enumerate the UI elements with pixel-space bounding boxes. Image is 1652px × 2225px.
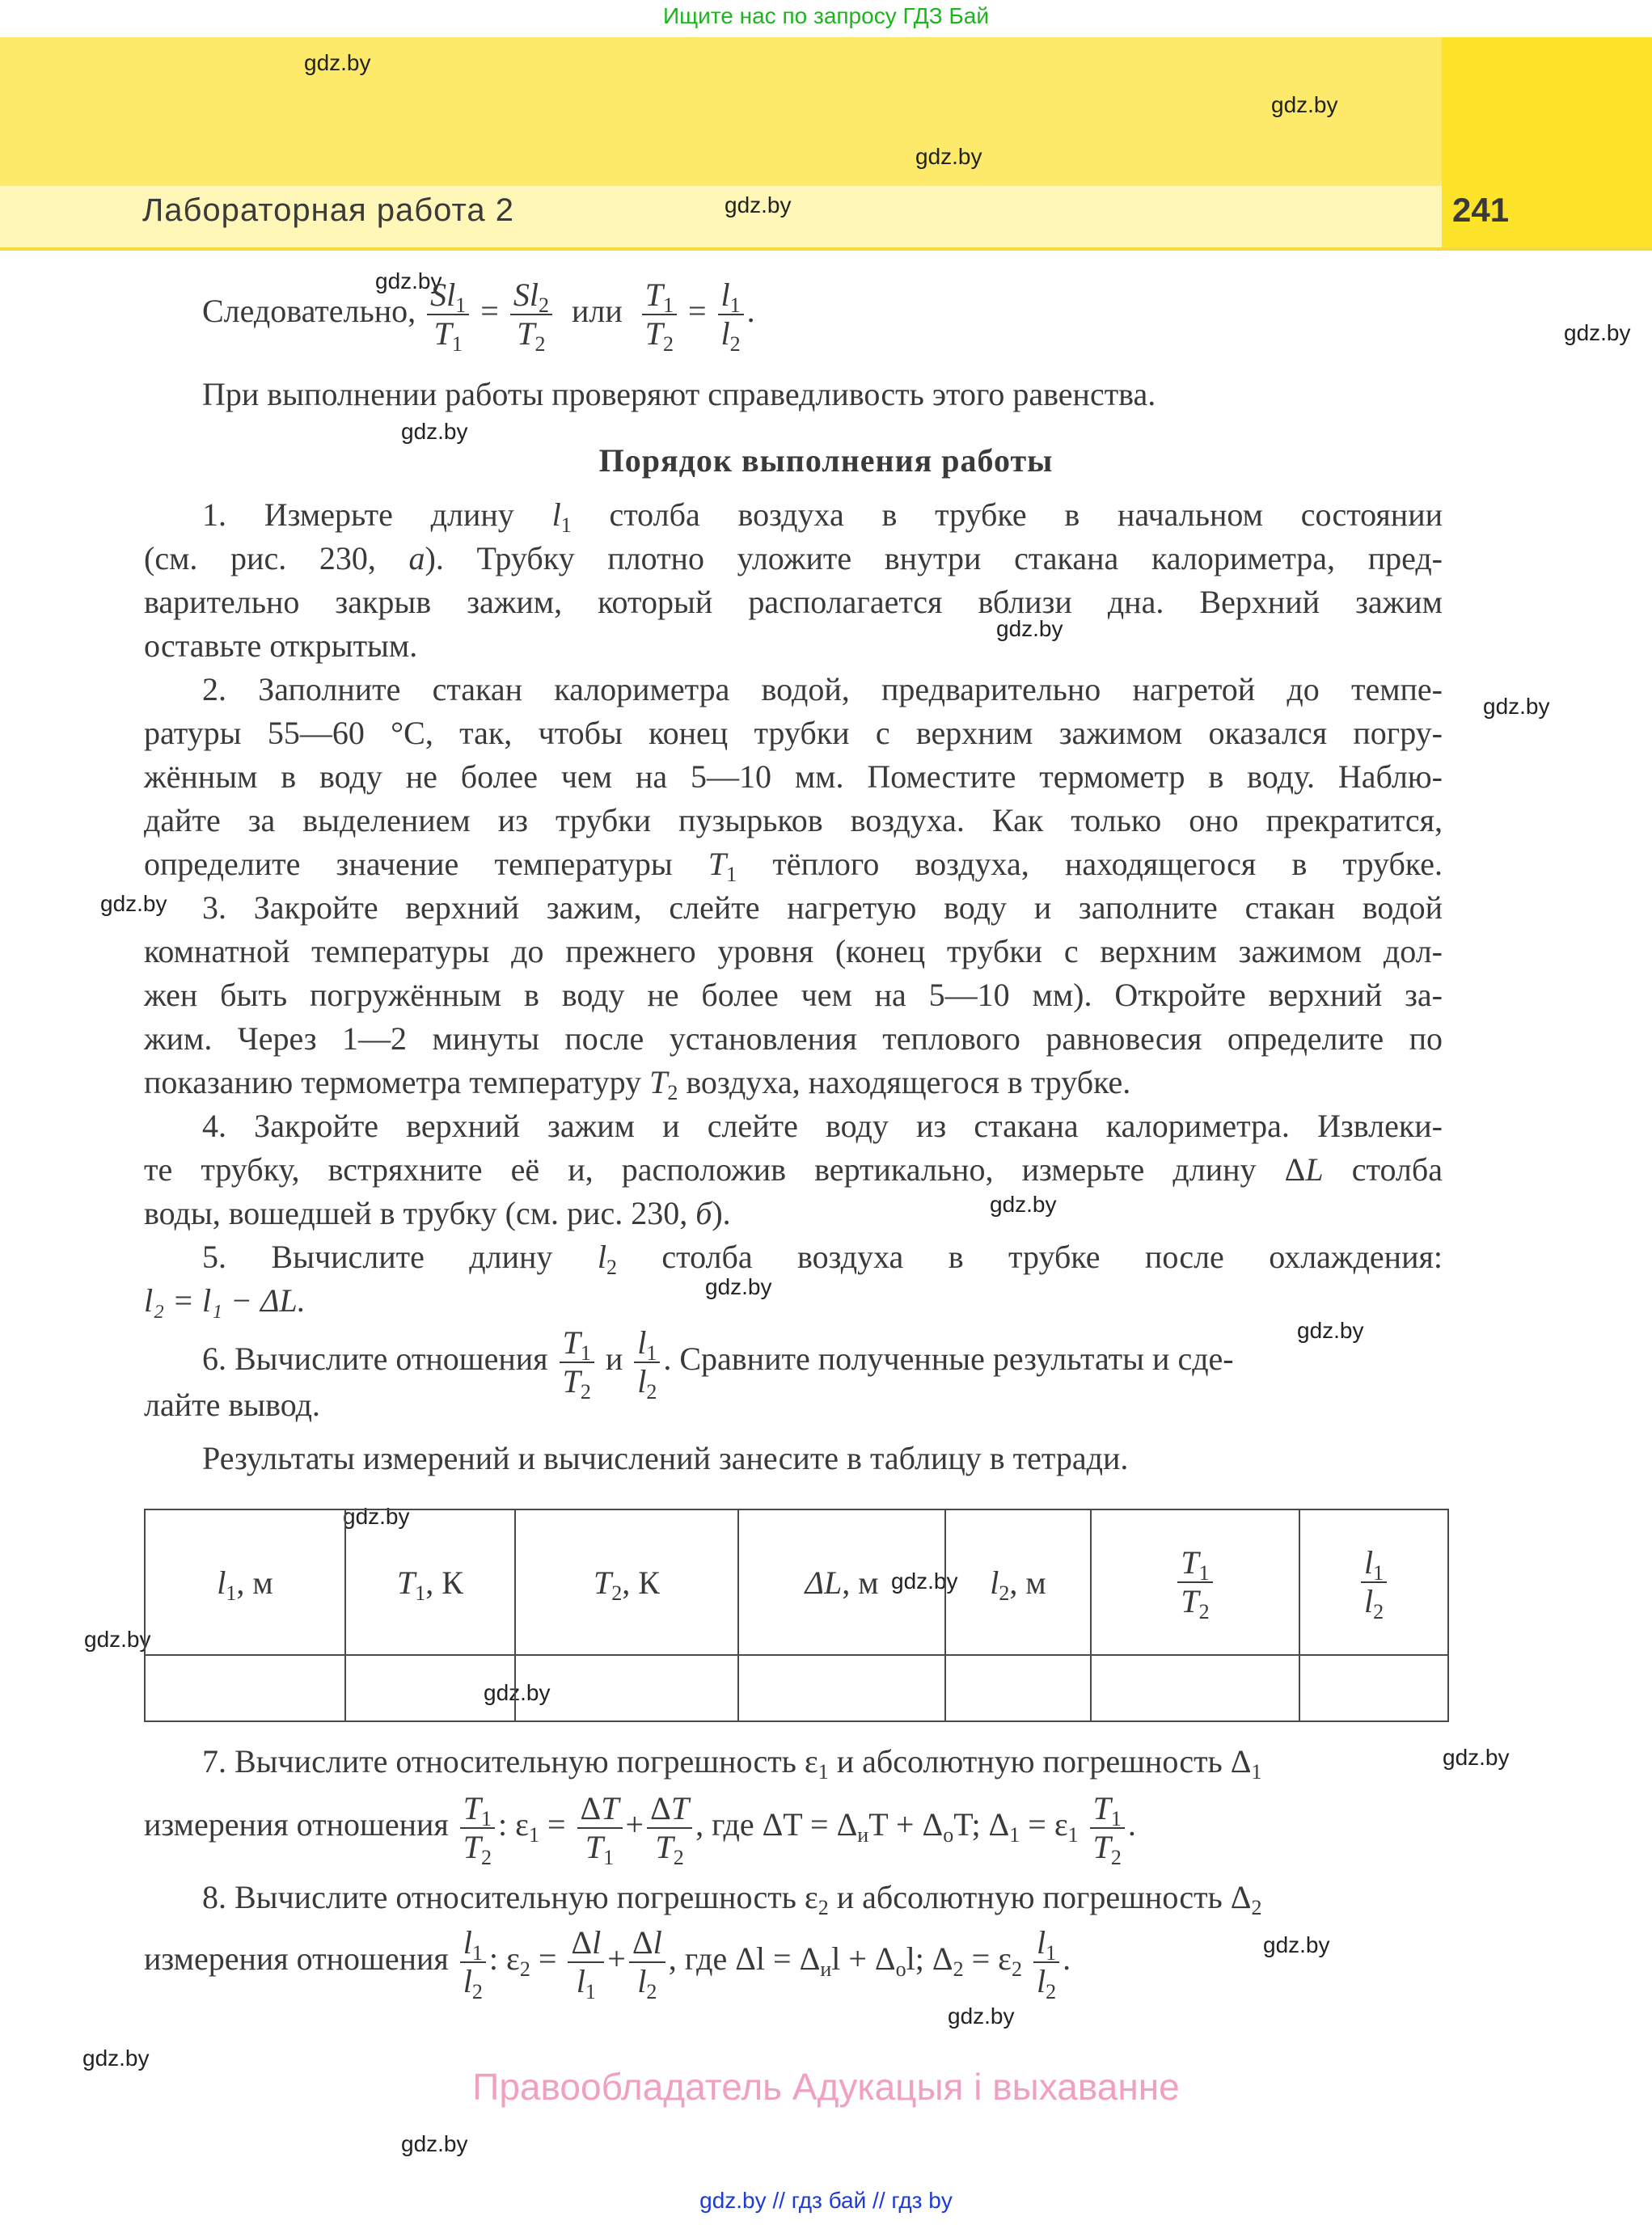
watermark: gdz.by [1483,694,1550,719]
watermark: gdz.by [1443,1745,1510,1770]
step-4: 4. Закройте верхний зажим и слейте воду из стакана калориметра. Извлеки- те трубку, встряхните её и, расположив вертикально, измерьте длину ΔL столба воды, вошедшей в трубку (см. рис. 230, б). [144,1108,1443,1231]
fraction-sl1-t1: $\frac{Sl_1}{T_1}$ [427,277,469,353]
header-band [0,37,1442,186]
copyright-note: Правообладатель Адукацыя і выхаванне [472,2066,1180,2108]
table-header-cell: $l_1$, м [145,1509,345,1655]
watermark: gdz.by [948,2003,1015,2029]
header-divider [0,247,1652,251]
step-6-line-2: лайте вывод. [144,1387,320,1423]
step-6-line-1: 6. Вычислите отношения $\frac{T_1}{T_2}$ и $\frac{l_1}{l_2}$ . Сравните полученные результаты и сде- [202,1324,1234,1404]
watermark: gdz.by [401,419,468,444]
intro-prefix: Следовательно, [202,293,416,330]
watermark: gdz.by [891,1568,958,1594]
step-8-line-2: измерения отношения $\frac{l_1}{l_2}$ : $\varepsilon_2$ = $\frac{\Delta l}{l_1}$ + $\frac{\Delta l}{l_2}$ , где $\Delta l = \Delta_иl + \Delta_оl$; $\Delta_2 = \varepsilon_2$ $\frac{l_1}{l_2}$ . [144,1924,1071,2003]
watermark: gdz.by [304,50,371,75]
intro-formula: Следовательно, $\frac{Sl_1}{T_1}$ = $\frac{Sl_2}{T_2}$ или $\frac{T_1}{T_2}$ = $\frac{l_1}{l_2}$ . [202,277,755,356]
page-number: 241 [1452,191,1510,229]
watermark: gdz.by [990,1192,1057,1217]
fraction-sl2-t2: $\frac{Sl_2}{T_2}$ [510,277,552,353]
table-header-cell: ΔL, м [738,1509,945,1655]
step-8-line-1: 8. Вычислите относительную погрешность $\varepsilon_2$ и абсолютную погрешность $\Delta_2$ [202,1879,1262,1919]
header-title: Лабораторная работа 2 [142,192,514,228]
watermark: gdz.by [1271,92,1338,117]
table-header-cell: $T_1$, К [345,1509,515,1655]
watermark: gdz.by [996,616,1063,641]
step-3: 3. Закройте верхний зажим, слейте нагретую воду и заполните стакан водой комнатной температуры до прежнего уровня (конец трубки с верхним зажимом дол- жен быть погружённым в воду не более чем на 5—10 мм). Откройте верхний за- жим. Через 1—2 минуты после установления теплового равновесия определите по показанию термометра температуру $T_2$ воздуха, находящегося в трубке. [144,889,1443,1104]
step-7-line-1: 7. Вычислите относительную погрешность $\varepsilon_1$ и абсолютную погрешность $\Delta_1$ [202,1743,1262,1784]
watermark: gdz.by [1297,1318,1364,1343]
table-header-cell: $l_2$, м [945,1509,1091,1655]
watermark: gdz.by [100,891,167,916]
section-subtitle: Порядок выполнения работы [598,442,1054,479]
watermark: gdz.by [84,1627,151,1652]
watermark: gdz.by [401,2131,468,2156]
table-header-cell: $T_2$, К [515,1509,738,1655]
table-header-ratio-l: $\frac{l_1}{l_2}$ [1299,1509,1448,1655]
table-row [145,1655,1448,1721]
top-note: Ищите нас по запросу ГДЗ Бай [662,3,990,28]
step-5: 5. Вычислите длину $l_2$ столба воздуха в трубке после охлаждения: l₂ = l₁ − ΔL. [144,1239,1443,1319]
table-header-ratio-t: $\frac{T_1}{T_2}$ [1091,1509,1299,1655]
fraction-t1-t2: $\frac{T_1}{T_2}$ [642,277,677,353]
watermark: gdz.by [1263,1932,1330,1957]
watermark: gdz.by [1564,320,1631,345]
results-table [144,1509,1449,1722]
step-2: 2. Заполните стакан калориметра водой, предварительно нагретой до темпе- ратуры 55—60 °С, так, чтобы конец трубки с верхним зажимом оказался погру- жённым в воду не более чем на 5—10 мм. Поместите термометр в воду. Наблю- дайте за выделением из трубки пузырьков воздуха. Как только оно прекратится, определите значение температуры $T_1$ тёплого воздуха, находящегося в трубке. [144,671,1443,886]
intro-statement: При выполнении работы проверяют справедливость этого равенства. [202,376,1156,412]
step-1: 1. Измерьте длину $l_1$ столба воздуха в трубке в начальном состоянии (см. рис. 230, а). Трубку плотно уложите внутри стакана калориметра, пред- варительно закрыв зажим, который располагается вблизи дна. Верхний зажим оставьте открытым. [144,496,1443,664]
fraction-l1-l2: $\frac{l_1}{l_2}$ [718,277,744,353]
footer-links[interactable]: gdz.by // гдз бай // гдз by [699,2188,953,2213]
watermark: gdz.by [343,1504,410,1529]
watermark: gdz.by [375,268,442,293]
table-header-row [145,1509,1448,1655]
watermark: gdz.by [915,144,982,169]
step-7-line-2: измерения отношения $\frac{T_1}{T_2}$ : $\varepsilon_1$ = $\frac{\Delta T}{T_1}$ + $\frac{\Delta T}{T_2}$ , где $\Delta T = \Delta_иT + \Delta_оT$; $\Delta_1 = \varepsilon_1$ $\frac{T_1}{T_2}$ . [144,1790,1136,1869]
results-instruction: Результаты измерений и вычислений занесите в таблицу в тетради. [202,1440,1129,1476]
watermark: gdz.by [725,192,792,217]
watermark: gdz.by [705,1274,772,1299]
watermark: gdz.by [484,1680,551,1705]
watermark: gdz.by [82,2046,150,2071]
